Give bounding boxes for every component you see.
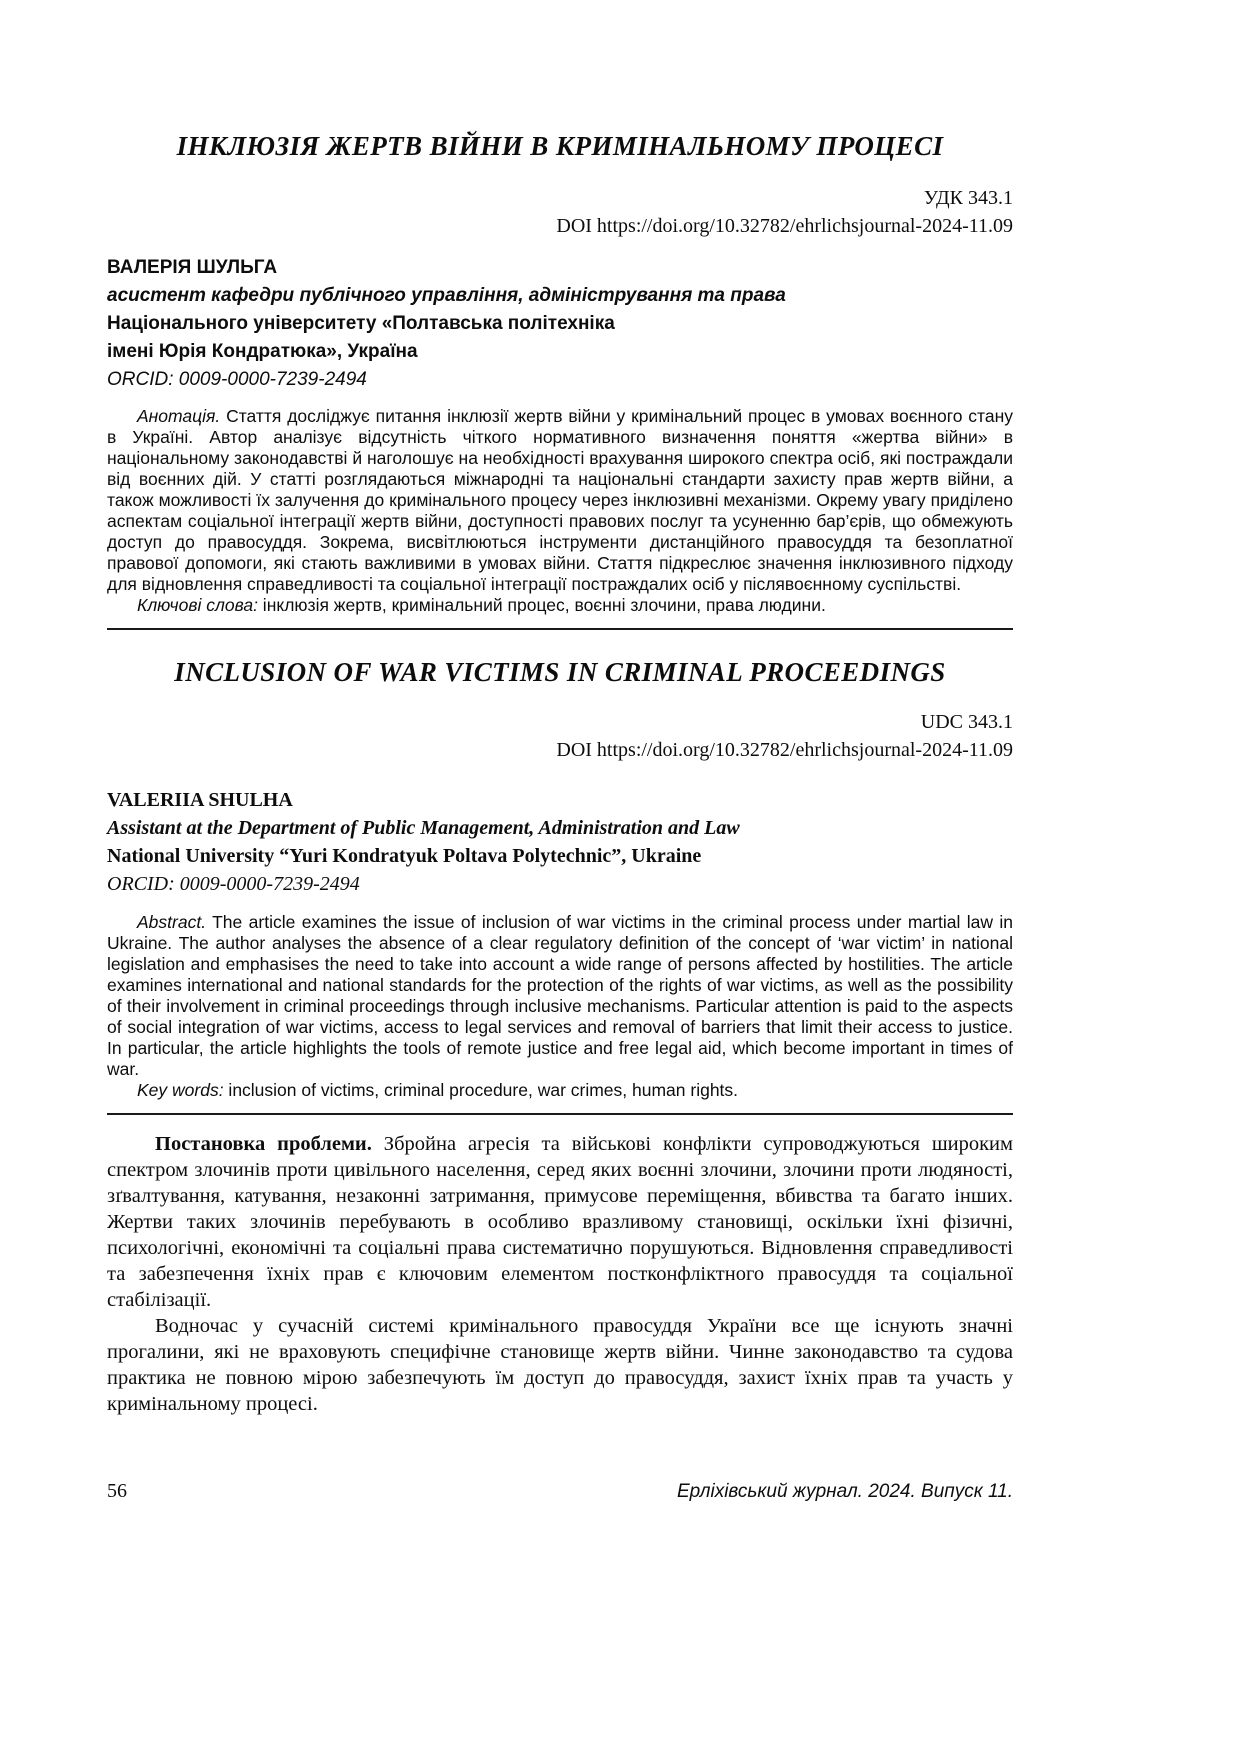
article-title-en: INCLUSION OF WAR VICTIMS IN CRIMINAL PROCEEDINGS	[174, 657, 946, 687]
abstract-paragraph-ua	[107, 406, 1013, 595]
keywords-text-en: inclusion of victims, criminal procedure, war crimes, human rights.	[223, 1080, 739, 1100]
page-number: 56	[107, 1480, 127, 1502]
abstract-block-en	[107, 912, 1013, 1101]
doi-ua: DOI https://doi.org/10.32782/ehrlichsjournal-2024-11.09	[556, 215, 1013, 237]
journal-reference: Ерліхівський журнал. 2024. Випуск 11.	[676, 1481, 1013, 1502]
orcid-en: ORCID: 0009-0000-7239-2494	[107, 873, 360, 895]
section-divider-1	[107, 628, 1013, 630]
author-block-en	[107, 786, 1013, 898]
orcid-ua: ORCID: 0009-0000-7239-2494	[107, 369, 367, 390]
author-affiliation-line2-ua: імені Юрія Кондратюка», Україна	[107, 341, 418, 362]
abstract-text-en: The article examines the issue of inclusion of war victims in the criminal process under martial law in Ukraine. The author analyses the absence of a clear regulatory definition of the concept of ‘war victim’ in national legislation and emphasises the need to take into account a wide range of persons affected by hostilities. The article examines international and national standards for the protection of the rights of war victims, as well as the possibility of their involvement in criminal proceedings through inclusive mechanisms. Particular attention is paid to the aspects of social integration of war victims, access to legal services and removal of barriers that limit their access to justice. In particular, the article highlights the tools of remote justice and free legal aid, which become important in times of war.	[107, 912, 1013, 1079]
abstract-block-ua	[107, 406, 1013, 616]
article-body	[107, 1131, 1013, 1417]
keywords-label-en: Key words:	[137, 1080, 224, 1100]
body-paragraph-1	[107, 1131, 1013, 1313]
author-position-en: Assistant at the Department of Public Management, Administration and Law	[107, 817, 740, 839]
meta-block-ua	[107, 184, 1013, 240]
body-paragraph-2: Водночас у сучасній системі кримінального правосуддя України все ще існують значні прогалини, які не враховують специфічне становище жертв війни. Чинне законодавство та судова практика не повною мірою забезпечують їм доступ до правосуддя, захист їхніх прав та участь у кримінальному процесі.	[107, 1315, 1013, 1415]
keywords-text-ua: інклюзія жертв, кримінальний процес, воєнні злочини, права людини.	[257, 595, 826, 615]
abstract-text-ua: Стаття досліджує питання інклюзії жертв війни у кримінальний процес в умовах воєнного стану в Україні. Автор аналізує відсутність чіткого нормативного визначення поняття «жертва війни» в національному законодавстві й наголошує на необхідності врахування широкого спектра осіб, які постраждали від воєнних дій. У статті розглядаються міжнародні та національні стандарти захисту прав жертв війни, а також можливості їх залучення до кримінального процесу через інклюзивні механізми. Окрему увагу приділено аспектам соціальної інтеграції жертв війни, доступності правових послуг та усуненню бар’єрів, що обмежують доступ до правосуддя. Зокрема, висвітлюються інструменти дистанційного правосуддя та безоплатної правової допомоги, які стають важливими в умовах війни. Стаття підкреслює значення інклюзивного підходу для відновлення справедливості та соціальної інтеграції постраждалих осіб у післявоєнному суспільстві.	[107, 406, 1013, 594]
section-divider-2	[107, 1113, 1013, 1115]
page-footer	[107, 1480, 1013, 1503]
abstract-label-ua: Анотація.	[137, 406, 221, 426]
author-position-ua: асистент кафедри публічного управління, адміністрування та права	[107, 285, 786, 306]
author-block-ua	[107, 254, 1013, 394]
article-title-ua: ІНКЛЮЗІЯ ЖЕРТВ ВІЙНИ В КРИМІНАЛЬНОМУ ПРОЦЕСІ	[176, 131, 944, 161]
udc-en: UDC 343.1	[920, 711, 1013, 733]
author-affiliation-line1-ua: Національного університету «Полтавська політехніка	[107, 313, 615, 334]
doi-en: DOI https://doi.org/10.32782/ehrlichsjournal-2024-11.09	[556, 739, 1013, 761]
abstract-paragraph-en	[107, 912, 1013, 1080]
udc-ua: УДК 343.1	[923, 187, 1013, 209]
abstract-label-en: Abstract.	[137, 912, 207, 932]
keywords-en	[107, 1080, 1013, 1101]
problem-statement-lead: Постановка проблеми.	[155, 1133, 372, 1155]
page-content	[107, 0, 1013, 1417]
keywords-ua	[107, 595, 1013, 616]
author-affiliation-en: National University “Yuri Kondratyuk Poltava Polytechnic”, Ukraine	[107, 845, 702, 867]
body-paragraph-1-text: Збройна агресія та військові конфлікти супроводжуються широким спектром злочинів проти цивільного населення, серед яких воєнні злочини, злочини проти людяності, зґвалтування, катування, незаконні затримання, примусове переміщення, вбивства та багато інших. Жертви таких злочинів перебувають в особливо вразливому становищі, оскільки їхні фізичні, психологічні, економічні та соціальні права систематично порушуються. Відновлення справедливості та забезпечення їхніх прав є ключовим елементом постконфліктного правосуддя та соціальної стабілізації.	[107, 1133, 1013, 1311]
author-name-ua: ВАЛЕРІЯ ШУЛЬГА	[107, 257, 278, 278]
keywords-label-ua: Ключові слова:	[137, 595, 258, 615]
meta-block-en	[107, 708, 1013, 764]
author-name-en: VALERIIA SHULHA	[107, 789, 293, 811]
